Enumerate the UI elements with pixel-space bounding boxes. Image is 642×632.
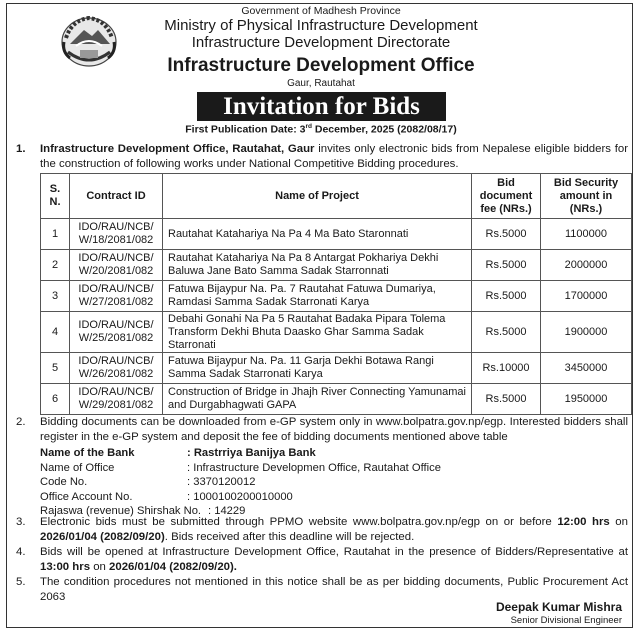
bank-detail-row (40, 447, 600, 461)
bank-detail-value: : Infrastructure Developmen Office, Rautahat Office (187, 461, 441, 474)
cell-sn: 2 (41, 250, 70, 281)
bank-detail-label: Code No. (40, 476, 88, 488)
cell-contract-id: IDO/RAU/NCB/ W/29/2081/082 (70, 384, 163, 415)
bank-detail-label: Name of the Bank (40, 447, 135, 459)
notice-title-banner: Invitation for Bids (197, 92, 446, 121)
bank-detail-row (40, 491, 600, 505)
bank-detail-value: : 1000100200010000 (187, 490, 293, 503)
cell-bid-fee: Rs.5000 (472, 384, 541, 415)
cell-bid-security: 3450000 (541, 353, 632, 384)
cell-contract-id: IDO/RAU/NCB/ W/27/2081/082 (70, 281, 163, 312)
cell-bid-fee: Rs.10000 (472, 353, 541, 384)
ministry-name: Ministry of Physical Infrastructure Development (164, 17, 478, 34)
bank-detail-value: : 14229 (208, 505, 246, 517)
government-name: Government of Madhesh Province (241, 5, 401, 17)
directorate-name: Infrastructure Development Directorate (191, 34, 451, 51)
publication-date-rest: December, 2025 (2082/08/17) (311, 123, 457, 136)
cell-contract-id: IDO/RAU/NCB/ W/25/2081/082 (70, 312, 163, 353)
cell-bid-security: 1900000 (541, 312, 632, 353)
opening-time: 13:00 hrs (40, 561, 91, 573)
bank-detail-row (40, 476, 600, 490)
clause-text (40, 515, 628, 545)
cell-bid-security: 1950000 (541, 384, 632, 415)
table-header-row (41, 174, 632, 219)
submission-time: 12:00 hrs (557, 516, 610, 528)
cell-project-name: Debahi Gonahi Na Pa 5 Rautahat Badaka Pipara Tolema Transform Dekhi Bhuta Daasko Ghar Samma Sadak Starronati (163, 312, 472, 353)
clause-number: 2. (16, 416, 26, 428)
cell-bid-fee: Rs.5000 (472, 250, 541, 281)
header-contract-id: Contract ID (70, 174, 163, 219)
cell-bid-fee: Rs.5000 (472, 219, 541, 250)
cell-sn: 6 (41, 384, 70, 415)
bank-detail-value: : 3370120012 (187, 476, 256, 488)
clause-body: on (90, 561, 110, 573)
cell-project-name: Construction of Bridge in Jhajh River Connecting Yamunamai and Durgabhagwati GAPA (163, 384, 472, 415)
table-row (41, 250, 632, 281)
cell-contract-id: IDO/RAU/NCB/ W/26/2081/082 (70, 353, 163, 384)
header-project-name: Name of Project (163, 174, 472, 219)
bank-detail-label: Rajaswa (revenue) Shirshak No. (40, 505, 202, 517)
opening-date: 2026/01/04 (2082/09/20). (109, 561, 237, 573)
cell-sn: 5 (41, 353, 70, 384)
header-sn: S. N. (41, 174, 70, 219)
bank-detail-value: : Rastrriya Banijya Bank (187, 447, 316, 459)
publication-date (0, 123, 642, 136)
signatory-title: Senior Divisional Engineer (510, 615, 622, 626)
cell-sn: 4 (41, 312, 70, 353)
bank-detail-label: Office Account No. (40, 490, 133, 503)
clause-body: Electronic bids must be submitted through PPMO website www.bolpatra.gov.np/egp on or before (40, 516, 558, 528)
cell-bid-fee: Rs.5000 (472, 312, 541, 353)
table-row (41, 384, 632, 415)
clause-text: The condition procedures not mentioned in this notice shall be as per bidding documents, Public Procurement Act 2063 (40, 576, 628, 603)
submission-date: 2026/01/04 (2082/09/20) (40, 531, 165, 543)
clause-text (40, 142, 628, 172)
clause-body: on (609, 516, 628, 528)
cell-contract-id: IDO/RAU/NCB/ W/20/2081/082 (70, 250, 163, 281)
cell-bid-fee: Rs.5000 (472, 281, 541, 312)
table-row (41, 353, 632, 384)
cell-contract-id: IDO/RAU/NCB/ W/18/2081/082 (70, 219, 163, 250)
bidder-office-name: Infrastructure Development Office, Rautahat, Gaur (40, 143, 315, 155)
cell-sn: 1 (41, 219, 70, 250)
header-bid-fee: Bid document fee (NRs.) (472, 174, 541, 219)
header-bid-security: Bid Security amount in (NRs.) (541, 174, 632, 219)
office-location: Gaur, Rautahat (287, 78, 355, 89)
clause-number: 1. (16, 143, 26, 155)
signatory-name: Deepak Kumar Mishra (495, 600, 622, 614)
cell-bid-security: 1700000 (541, 281, 632, 312)
clause-body: . Bids received after this deadline will be rejected. (164, 531, 415, 543)
table-row (41, 219, 632, 250)
cell-bid-security: 2000000 (541, 250, 632, 281)
cell-project-name: Rautahat Katahariya Na Pa 8 Antargat Pokhariya Dekhi Baluwa Jane Bato Samma Sadak Starronnati (163, 250, 472, 281)
ordinal-suffix: rd (305, 123, 312, 130)
cell-project-name: Fatuwa Bijaypur Na. Pa. 7 Rautahat Fatuwa Dumariya, Ramdasi Samma Sadak Starronati Karya (163, 281, 472, 312)
table-row (41, 281, 632, 312)
clause-text: Bidding documents can be downloaded from e-GP system only in www.bolpatra.gov.np/egp. Interested bidders shall register in the e-GP system and deposit the fee of bidding documents mentioned above table (40, 416, 628, 443)
cell-project-name: Fatuwa Bijaypur Na. Pa. 11 Garja Dekhi Botawa Rangi Samma Sadak Starronati Karya (163, 353, 472, 384)
bank-detail-row (40, 462, 600, 476)
clause-number: 3. (16, 516, 26, 528)
bank-detail-label: Name of Office (40, 461, 115, 474)
cell-sn: 3 (41, 281, 70, 312)
publication-date-label: First Publication Date: 3 (185, 123, 306, 136)
clause-number: 4. (16, 546, 26, 558)
cell-bid-security: 1100000 (541, 219, 632, 250)
cell-project-name: Rautahat Katahariya Na Pa 4 Ma Bato Staronnati (163, 219, 472, 250)
office-name: Infrastructure Development Office (167, 55, 475, 76)
clause-number: 5. (16, 576, 26, 588)
clause-body: invites only electronic bids from Nepalese eligible bidders for the construction of following works under National Competitive Bidding procedures. (40, 143, 628, 170)
bids-table (40, 173, 632, 415)
table-row (41, 312, 632, 353)
clause-body: Bids will be opened at Infrastructure Development Office, Rautahat in the presence of Bidders/Representative at (40, 546, 628, 558)
clause-text (40, 545, 628, 575)
